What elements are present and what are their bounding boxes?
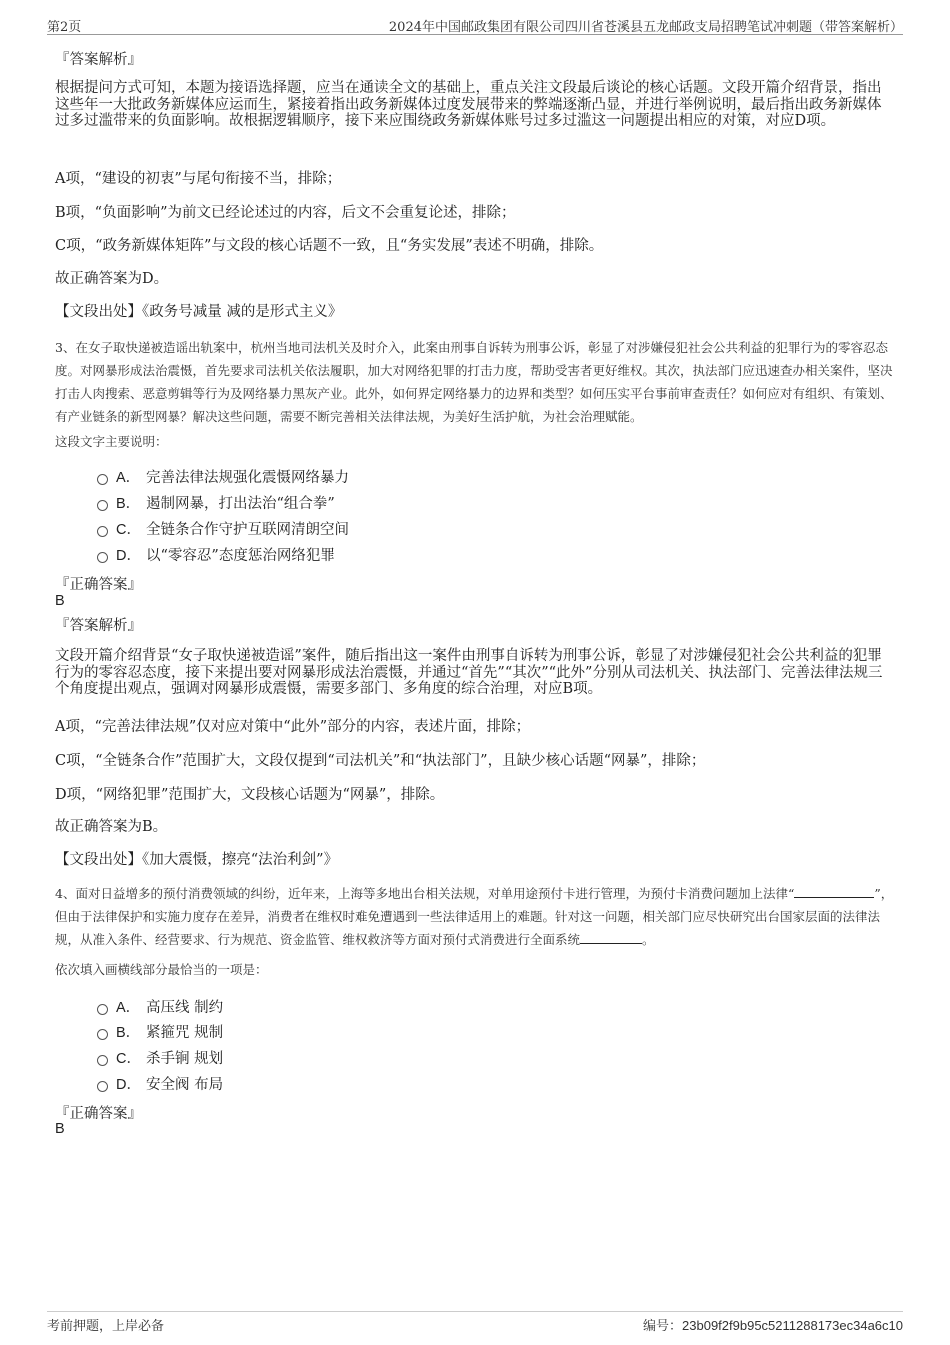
- q4-option-d[interactable]: D． 安全阀 布局: [97, 1073, 223, 1094]
- q3-option-b[interactable]: B． 遏制网暴，打出法治“组合拳”: [97, 492, 335, 513]
- q4-option-b[interactable]: B． 紧箍咒 规制: [97, 1021, 223, 1042]
- q3-option-c[interactable]: C． 全链条合作守护互联网清朗空间: [97, 518, 349, 539]
- radio-icon[interactable]: [97, 526, 108, 537]
- q3-prompt: 这段文字主要说明：: [55, 434, 168, 449]
- q2-analysis-label: 『答案解析』: [55, 52, 142, 68]
- q3-analysis-text: 文段开篇介绍背景“女子取快递被造谣”案件，随后指出这一案件由刑事自诉转为刑事公诉，彰显了对涉嫌侵犯社会公共利益的犯罪行为的零容忍态度，接下来提出要对网暴形成法治震慑，并通过“首先”“其次”“此外”分别从司法机关、执法部门、完善法律法规三个角度提出观点，强调对网暴形成震慑，需要多部门、多角度的综合治理，对应B项。: [55, 648, 883, 697]
- radio-icon[interactable]: [97, 1055, 108, 1066]
- page-footer: [47, 1311, 903, 1334]
- q2-analysis-text: 根据提问方式可知，本题为接语选择题，应当在通读全文的基础上，重点关注文段最后谈论的核心话题。文段开篇介绍背景，指出这些年一大批政务新媒体应运而生，紧接着指出政务新媒体过度发展带来的弊端逐渐凸显，并进行举例说明，最后指出政务新媒体过多过滥带来的负面影响。故根据逻辑顺序，接下来应围绕政务新媒体账号过多过滥这一问题提出相应的对策，对应D项。: [55, 80, 882, 129]
- q4-option-c[interactable]: C． 杀手锏 规划: [97, 1047, 223, 1068]
- fill-blank-2[interactable]: [580, 931, 642, 944]
- radio-icon[interactable]: [97, 500, 108, 511]
- q4-prompt: 依次填入画横线部分最恰当的一项是：: [55, 962, 268, 977]
- q4-stem: 4、面对日益增多的预付消费领域的纠纷，近年来，上海等多地出台相关法规，对单用途预付卡进行管理，为预付卡消费问题加上法律“ ”，但由于法律保护和实施力度存在差异，消费者在维权时难免遭遇到一些法律适用上的难题。针对这一问题，相关部门应尽快研究出台国家层面的法律法规，从准入条件、经营要求、行为规范、资金监管、维权救济等方面对预付式消费进行全面系统 。: [55, 886, 894, 947]
- q2-source: 【文段出处】《政务号减量 减的是形式主义》: [55, 304, 343, 320]
- q2-option-c-explanation: C项，“政务新媒体矩阵”与文段的核心话题不一致，且“务实发展”表述不明确，排除。: [55, 238, 604, 254]
- q3-answer-label: 『正确答案』: [55, 577, 142, 593]
- q3-analysis-label: 『答案解析』: [55, 618, 142, 634]
- q3-option-c-explanation: C项，“全链条合作”范围扩大，文段仅提到“司法机关”和“执法部门”，且缺少核心话题“网暴”，排除；: [55, 753, 706, 769]
- page-number: 第2页: [47, 20, 82, 35]
- radio-icon[interactable]: [97, 1081, 108, 1092]
- q3-option-a[interactable]: A． 完善法律法规强化震慑网络暴力: [97, 466, 349, 487]
- q2-conclusion: 故正确答案为D。: [55, 271, 169, 287]
- fill-blank-1[interactable]: [794, 885, 874, 898]
- footer-slogan: 考前押题，上岸必备: [47, 1319, 165, 1334]
- q3-answer: B: [55, 593, 65, 609]
- document-title: 2024年中国邮政集团有限公司四川省苍溪县五龙邮政支局招聘笔试冲刺题（带答案解析）: [388, 20, 903, 35]
- q4-option-a[interactable]: A． 高压线 制约: [97, 996, 223, 1017]
- radio-icon[interactable]: [97, 552, 108, 563]
- document-code: 编号：23b09f2f9b95c5211288173ec34a6c10: [643, 1318, 903, 1334]
- q3-option-d-explanation: D项，“网络犯罪”范围扩大，文段核心话题为“网暴”，排除。: [55, 787, 445, 803]
- q3-source: 【文段出处】《加大震慑，擦亮“法治利剑”》: [55, 852, 339, 868]
- q4-answer-label: 『正确答案』: [55, 1106, 142, 1122]
- q2-option-b-explanation: B项，“负面影响”为前文已经论述过的内容，后文不会重复论述，排除；: [55, 205, 516, 221]
- q3-stem: 3、在女子取快递被造谣出轨案中，杭州当地司法机关及时介入，此案由刑事自诉转为刑事公诉，彰显了对涉嫌侵犯社会公共利益的犯罪行为的零容忍态度。对网暴形成法治震慑，首先要求司法机关依法履职，加大对网络犯罪的打击力度，帮助受害者更好维权。其次，执法部门应迅速查办相关案件，坚决打击人肉搜索、恶意剪辑等行为及网络暴力黑灰产业。此外，如何界定网络暴力的边界和类型？如何压实平台事前审查责任？如何应对有组织、有策划、有产业链条的新型网暴？解决这些问题，需要不断完善相关法律法规，为美好生活护航，为社会治理赋能。: [55, 340, 893, 424]
- radio-icon[interactable]: [97, 1029, 108, 1040]
- q3-option-a-explanation: A项，“完善法律法规”仅对应对策中“此外”部分的内容，表述片面，排除；: [55, 719, 531, 735]
- radio-icon[interactable]: [97, 1004, 108, 1015]
- page-header: [47, 14, 903, 35]
- q3-option-d[interactable]: D． 以“零容忍”态度惩治网络犯罪: [97, 544, 335, 565]
- radio-icon[interactable]: [97, 474, 108, 485]
- q2-option-a-explanation: A项，“建设的初衷”与尾句衔接不当，排除；: [55, 171, 342, 187]
- q4-answer: B: [55, 1121, 65, 1137]
- q3-conclusion: 故正确答案为B。: [55, 819, 168, 835]
